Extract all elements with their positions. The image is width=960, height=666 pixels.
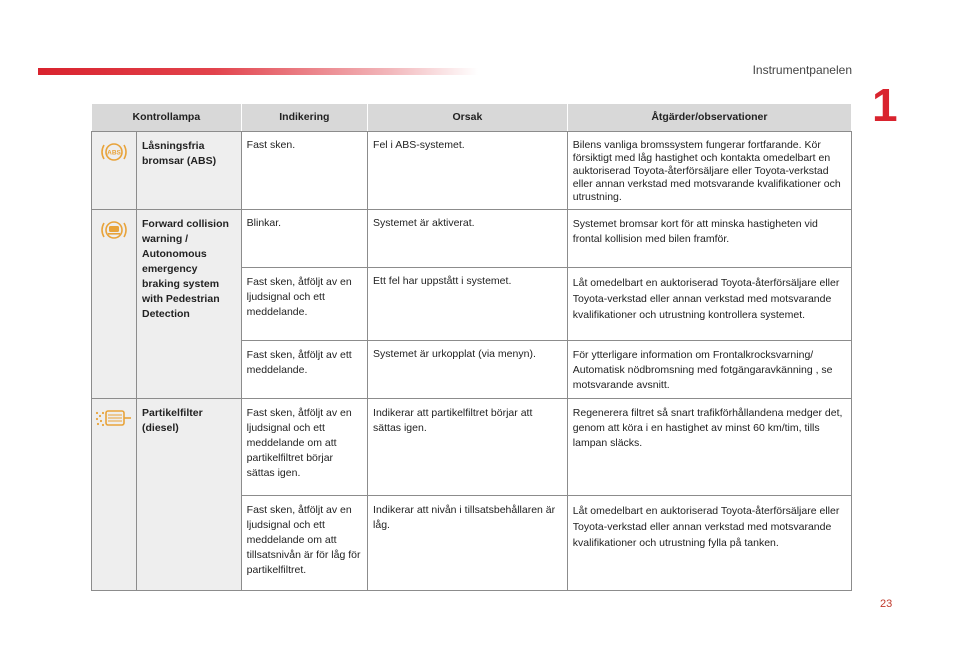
forward-collision-warning-icon <box>99 218 129 246</box>
header-orsak: Orsak <box>368 104 568 132</box>
table-row <box>92 210 852 268</box>
header-kontrollampa: Kontrollampa <box>92 104 242 132</box>
table-header-row <box>92 104 852 132</box>
cause-cell: Systemet är urkopplat (via menyn). <box>368 341 568 399</box>
cause-cell: Systemet är aktiverat. <box>368 210 568 268</box>
abs-warning-icon <box>99 140 129 168</box>
action-cell: Låt omedelbart en auktoriserad Toyota-återförsäljare eller Toyota-verkstad eller annan verkstad med motsvarande kvalifikationer och utrustning fylla på tanken. <box>567 496 851 591</box>
chapter-number: 1 <box>872 79 898 131</box>
action-cell: Bilens vanliga bromssystem fungerar fortfarande. Kör försiktigt med låg hastighet och kontakta omedelbart en auktoriserad Toyota-återförsäljare eller Toyota-verkstad eller annan verkstad med motsvarande kvalifikationer och utrustning. <box>567 132 851 210</box>
indication-cell: Fast sken, åtföljt av ett meddelande. <box>241 341 367 399</box>
cause-cell: Fel i ABS-systemet. <box>368 132 568 210</box>
lamp-icon-cell <box>92 210 137 399</box>
lamp-icon-cell <box>92 399 137 591</box>
header-indikering: Indikering <box>241 104 367 132</box>
action-cell: För ytterligare information om Frontalkrocksvarning/ Automatisk nödbromsning med fotgängaravkänning , se motsvarande avsnitt. <box>567 341 851 399</box>
cause-cell: Indikerar att partikelfiltret börjar att sättas igen. <box>368 399 568 496</box>
indication-cell: Fast sken, åtföljt av en ljudsignal och ett meddelande om att tillsatsnivån är för låg för partikelfiltret. <box>241 496 367 591</box>
indication-cell: Fast sken, åtföljt av en ljudsignal och ett meddelande. <box>241 268 367 341</box>
lamp-icon-cell <box>92 132 137 210</box>
action-cell: Systemet bromsar kort för att minska hastigheten vid frontal kollision med bilen framför. <box>567 210 851 268</box>
particle-filter-icon <box>94 407 134 433</box>
section-title: Instrumentpanelen <box>752 63 852 77</box>
indication-cell: Blinkar. <box>241 210 367 268</box>
indication-cell: Fast sken. <box>241 132 367 210</box>
page-number: 23 <box>880 598 893 610</box>
header-atgarder: Åtgärder/observationer <box>567 104 851 132</box>
lamp-name: Partikelfilter (diesel) <box>137 399 242 591</box>
lamp-name: Forward collision warning / Autonomous emergency braking system with Pedestrian Detection <box>137 210 242 399</box>
cause-cell: Ett fel har uppstått i systemet. <box>368 268 568 341</box>
action-cell: Regenerera filtret så snart trafikförhållandena medger det, genom att köra i en hastighet av minst 60 km/tim, tills lampan släcks. <box>567 399 851 496</box>
lamp-name: Låsningsfria bromsar (ABS) <box>137 132 242 210</box>
svg-text:ABS: ABS <box>107 149 121 157</box>
indication-cell: Fast sken, åtföljt av en ljudsignal och ett meddelande om att partikelfiltret börjar sättas igen. <box>241 399 367 496</box>
cause-cell: Indikerar att nivån i tillsatsbehållaren är låg. <box>368 496 568 591</box>
warning-lamp-table <box>91 103 852 591</box>
table-row <box>92 399 852 496</box>
header-accent-bar <box>38 68 478 75</box>
table-row <box>92 132 852 210</box>
action-cell: Låt omedelbart en auktoriserad Toyota-återförsäljare eller Toyota-verkstad eller annan verkstad med motsvarande kvalifikationer och utrustning kontrollera systemet. <box>567 268 851 341</box>
